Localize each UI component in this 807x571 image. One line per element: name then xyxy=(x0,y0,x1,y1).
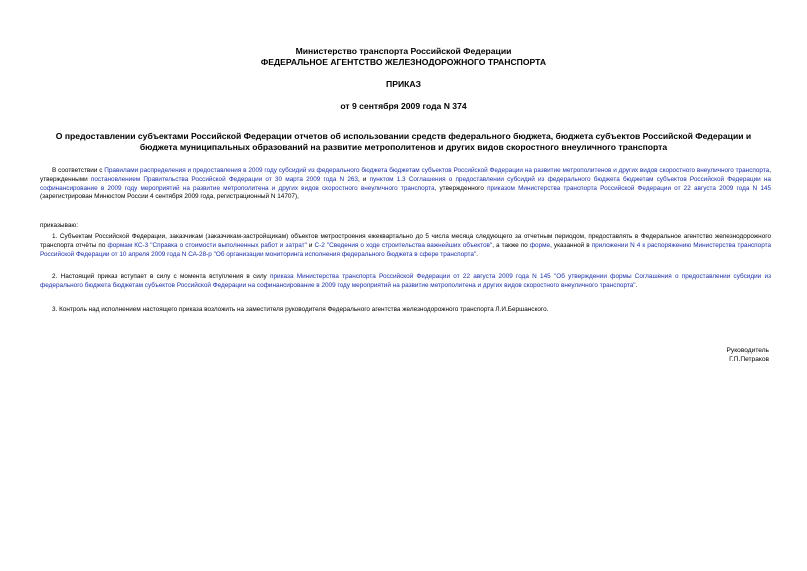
ministry-name: Министерство транспорта Российской Федерации xyxy=(295,46,512,56)
title-line-2: бюджета муниципальных образований на развитие метрополитенов и других видов скоростного внеуличного транспорта xyxy=(139,142,668,152)
document-type: ПРИКАЗ xyxy=(386,79,421,89)
document-date-number: от 9 сентября 2009 года N 374 xyxy=(340,101,467,111)
signature-name: Г.П.Петраков xyxy=(729,356,769,363)
preamble-paragraph xyxy=(40,167,771,202)
preamble-text-5: (зарегистрирован Минюстом России 4 сентября 2009 года, регистрационный N 14707), xyxy=(40,193,299,201)
preamble-text-4: , утвержденного xyxy=(434,184,488,192)
item2-text-1: 2. Настоящий приказ вступает в силу с момента вступления в силу xyxy=(52,273,271,280)
ministry-order-link[interactable]: приказом Министерства транспорта Российской Федерации от 22 августа 2009 года N 145 xyxy=(487,184,771,192)
title-line-1: О предоставлении субъектами Российской Федерации отчетов об использовании средств федерального бюджета, бюджета субъектов Российской Федерации и xyxy=(55,131,752,141)
preamble-text-1: В соответствии с xyxy=(52,167,105,174)
agency-name: ФЕДЕРАЛЬНОЕ АГЕНТСТВО ЖЕЛЕЗНОДОРОЖНОГО ТРАНСПОРТА xyxy=(260,57,547,67)
form-link[interactable]: форме xyxy=(529,241,551,249)
item1-text-4: , указанной в xyxy=(550,241,592,249)
orders-word: приказываю: xyxy=(40,222,78,229)
item-2-paragraph xyxy=(40,273,771,291)
form-ks3-link[interactable]: формам КС-3 "Справка о стоимости выполненных работ и затрат" xyxy=(107,241,307,249)
agreement-clause-link[interactable]: пунктом 1.3 Соглашения о предоставлении субсидий из федерального бюджета бюджетам субъектов Российской Федерации на софинансирование в 2009 году мероприятий на развитие метрополитена и других видов скоростного внеуличного транспорта xyxy=(40,175,771,192)
signature-role: Руководитель xyxy=(726,347,769,354)
item-3-paragraph: 3. Контроль над исполнением настоящего приказа возложить на заместителя руководителя Федерального агентства железнодорожного транспорта Л.И.Бершанского. xyxy=(52,306,549,313)
item1-text-1: 1. Субъектам Российской Федерации, заказчикам (заказчикам-застройщикам) объектов метростроения ежеквартально до 5 числа месяца следующего за отчетным периодом, предоставлять в Федеральное агентство железнодорожного транспорта отчёты по xyxy=(40,233,771,249)
government-decree-link[interactable]: постановлением Правительства Российской Федерации от 30 марта 2009 года N 263 xyxy=(90,175,358,183)
item2-text-2: . xyxy=(635,281,638,289)
item1-text-3: , а также по xyxy=(492,241,530,249)
appendix-4-link[interactable]: приложении N 4 к распоряжению Министерства транспорта Российской Федерации от 10 апреля 2009 года N СА-28-р "Об организации мониторинга исполнения федерального бюджета в сфере транспорта" xyxy=(40,241,772,258)
rules-link[interactable]: Правилами распределения и предоставления в 2009 году субсидий из федерального бюджета бюджетам субъектов Российской Федерации на развитие метрополитенов и других видов скоростного внеуличного транспорта xyxy=(104,167,770,174)
form-s2-link[interactable]: С-2 "Сведения о ходе строительства важнейших объектов" xyxy=(314,241,493,249)
order-145-link[interactable]: приказа Министерства транспорта Российской Федерации от 22 августа 2009 года N 145 "Об утверждении формы Соглашения о предоставлении субсидии из федерального бюджета бюджетам субъектов Российской Федерации на софинансирование в 2009 году мероприятий на развитие метрополитена и других видов скоростного внеуличного транспорта" xyxy=(40,273,771,289)
preamble-text-2: , утвержденными xyxy=(40,167,772,183)
item1-text-5: . xyxy=(476,250,478,258)
document-title xyxy=(40,131,767,153)
item-1-paragraph xyxy=(40,233,771,259)
signature-block xyxy=(727,346,769,364)
preamble-text-3: , и xyxy=(357,175,370,183)
item1-text-2: и xyxy=(306,241,315,249)
